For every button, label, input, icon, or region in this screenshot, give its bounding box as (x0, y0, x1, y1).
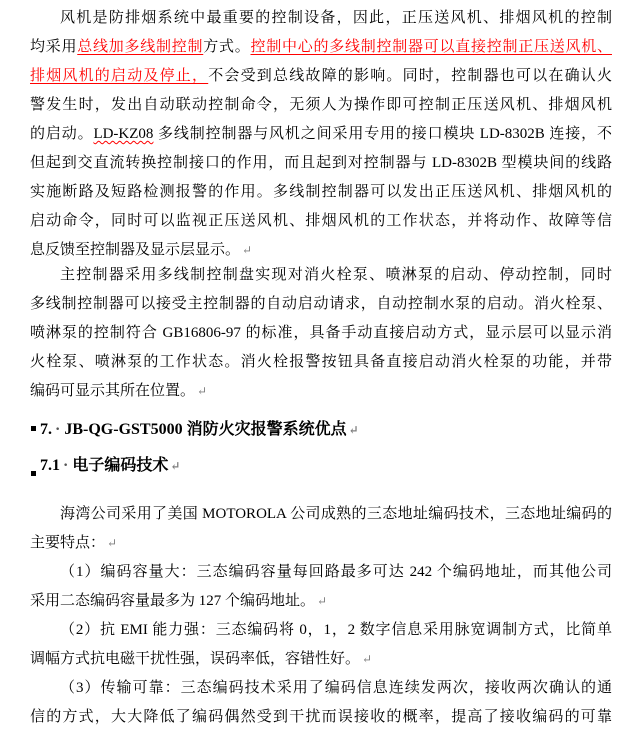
text-line (30, 593, 612, 610)
subsection-heading (30, 457, 622, 475)
text-line (30, 97, 612, 114)
text-line (30, 506, 612, 523)
text-line (30, 680, 612, 697)
paragraph-mark-icon: ↵ (348, 423, 359, 437)
heading-number: 7. (40, 421, 52, 438)
heading-title: JB-QG-GST5000 消防火灾报警系统优点 (64, 421, 347, 438)
body-text: 信的方式，大大降低了编码偶然受到干扰而误接收的概率，提高了接收编码的可靠 (30, 709, 612, 725)
body-text: 的启动。 (30, 126, 94, 142)
red-underlined-text: 总线加多线制控制 (77, 39, 204, 55)
text-line (30, 296, 612, 313)
body-text: 调幅方式抗电磁干扰性强，误码率低，容错性好。 (30, 651, 361, 667)
body-text: 方式。 (203, 39, 251, 55)
paragraph-mark-icon: ↵ (317, 594, 328, 608)
heading-number: 7.1 (40, 457, 60, 474)
body-text: 多线制控制器可以接受主控制器的自动启动请求，自动控制水泵的启动。消火栓泵、 (30, 296, 612, 312)
text-line (30, 242, 612, 259)
body-text: 均采用 (30, 39, 78, 55)
text-line (30, 564, 612, 581)
paragraph-mark-icon: ↵ (197, 384, 208, 398)
body-text: （3）传输可靠：三态编码技术采用了编码信息连续发两次，接收两次确认的通 (60, 680, 612, 696)
text-line (30, 651, 612, 668)
body-text: 风机是防排烟系统中最重要的控制设备，因此，正压送风机、排烟风机的控制 (60, 10, 612, 26)
body-text: 但起到交直流转换控制接口的作用，而且起到对控制器与 LD-8302B 型模块间的线路 (30, 155, 612, 171)
text-line (30, 267, 612, 284)
text-line (30, 39, 612, 56)
body-text: 火栓泵、喷淋泵的工作状态。消火栓报警按钮具备直接启动消火栓泵的功能，并带 (30, 354, 612, 370)
body-text: （2）抗 EMI 能力强：三态编码将 0，1，2 数字信息采用脉宽调制方式，比简单 (60, 622, 612, 638)
body-text: （1）编码容量大：三态编码容量每回路最多可达 242 个编码地址，而其他公司 (60, 564, 612, 580)
red-underlined-text: 排烟风机的启动及停止， (30, 68, 209, 84)
paragraph-mark-icon: ↵ (362, 652, 373, 666)
red-underlined-text: 控制中心的多线制控制器可以直接控制正压送风机、 (250, 39, 612, 55)
body-text: 不会受到总线故障的影响。同时，控制器也可以在确认火 (208, 68, 612, 84)
heading-title: 电子编码技术 (72, 457, 169, 474)
body-text: 海湾公司采用了美国 MOTOROLA 公司成熟的三态地址编码技术，三态地址编码的 (60, 506, 612, 522)
spellcheck-flagged-text: LD-KZ08 (93, 126, 154, 142)
body-text: 主控制器采用多线制控制盘实现对消火栓泵、喷淋泵的启动、停动控制，同时 (60, 267, 612, 283)
text-line (30, 354, 612, 371)
body-text: 编码可显示其所在位置。 (30, 383, 196, 399)
text-line (30, 709, 612, 726)
text-line (30, 535, 612, 552)
text-line (30, 10, 612, 27)
body-text: 息反馈至控制器及显示层显示。 (30, 242, 241, 258)
heading-bullet-square-icon (31, 426, 36, 431)
body-text: 启动命令，同时可以监视正压送风机、排烟风机的工作状态，并将动作、故障等信 (30, 213, 612, 229)
paragraph-mark-icon: ↵ (242, 243, 253, 257)
text-line (30, 325, 612, 342)
body-text: 实施断路及短路检测报警的作用。多线制控制器可以发出正压送风机、排烟风机的 (30, 184, 612, 200)
text-line (30, 68, 612, 85)
paragraph-mark-icon: ↵ (107, 536, 118, 550)
text-line (30, 126, 612, 143)
body-text: 采用二态编码容量最多为 127 个编码地址。 (30, 593, 316, 609)
text-line (30, 383, 612, 400)
section-heading (30, 421, 622, 439)
text-line (30, 213, 612, 230)
body-text: 多线制控制器与风机之间采用专用的接口模块 LD-8302B 连接，不 (153, 126, 612, 142)
text-line (30, 184, 612, 201)
space-mark-icon: · (55, 421, 61, 438)
paragraph-mark-icon: ↵ (170, 459, 181, 473)
body-text: 主要特点： (30, 535, 106, 551)
space-mark-icon: · (63, 457, 69, 474)
body-text: 警发生时，发出自动联动控制命令，无须人为操作即可控制正压送风机、排烟风机 (30, 97, 612, 113)
body-text: 喷淋泵的控制符合 GB16806-97 的标准，具备手动直接启动方式，显示层可以显示消 (30, 325, 612, 341)
text-line (30, 622, 612, 639)
text-line (30, 155, 612, 172)
heading-bullet-square-icon (31, 471, 36, 476)
